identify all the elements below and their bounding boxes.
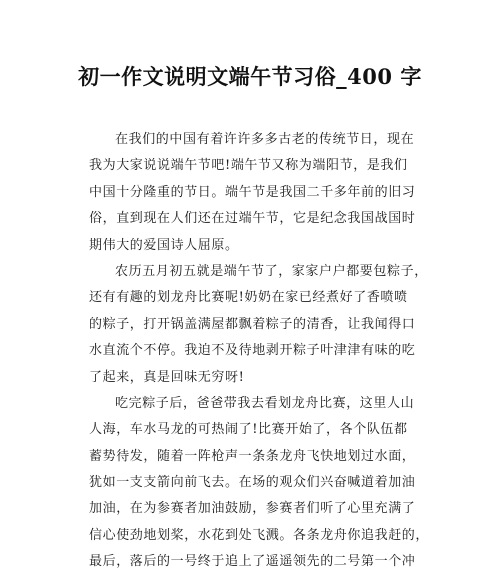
document-title: 初一作文说明文端午节习俗_400 字 <box>78 64 422 89</box>
body-line: 人海，车水马龙的可热闹了!比赛开始了，各个队伍都 <box>89 422 408 438</box>
body-line: 最后，落后的一号终于追上了遥遥领先的二号第一个冲 <box>89 554 416 570</box>
body-line: 蓄势待发，随着一阵枪声一条条龙舟飞快地划过水面， <box>89 448 416 464</box>
body-line: 还有有趣的划龙舟比赛呢!奶奶在家已经煮好了香喷喷 <box>89 290 408 306</box>
body-line: 的粽子，打开锅盖满屋都飘着粽子的清香，让我闻得口 <box>89 316 416 332</box>
body-line: 吃完粽子后，爸爸带我去看划龙舟比赛，这里人山 <box>115 395 415 411</box>
body-line: 中国十分隆重的节日。端午节是我国二千多年前的旧习 <box>89 184 416 200</box>
body-line: 信心使劲地划桨，水花到处飞溅。各条龙舟你追我赶的， <box>89 527 429 543</box>
body-line: 在我们的中国有着许许多多古老的传统节日，现在 <box>115 132 415 147</box>
body-line: 了起来，真是回味无穷呀! <box>89 369 245 385</box>
body-line: 农历五月初五就是端午节了，家家户户都要包粽子， <box>115 263 428 279</box>
body-line: 犹如一支支箭向前飞去。在场的观众们兴奋喊道着加油 <box>89 475 416 491</box>
body-line: 水直流个不停。我迫不及待地剥开粽子叶津津有味的吃 <box>89 343 416 359</box>
document-body <box>89 127 429 576</box>
body-line: 我为大家说说端午节吧!端午节又称为端阳节，是我们 <box>89 158 408 174</box>
body-line: 俗，直到现在人们还在过端午节，它是纪念我国战国时 <box>89 211 416 227</box>
body-line: 加油，在为参赛者加油鼓励，参赛者们听了心里充满了 <box>89 501 416 517</box>
body-line: 期伟大的爱国诗人屈原。 <box>89 237 239 253</box>
